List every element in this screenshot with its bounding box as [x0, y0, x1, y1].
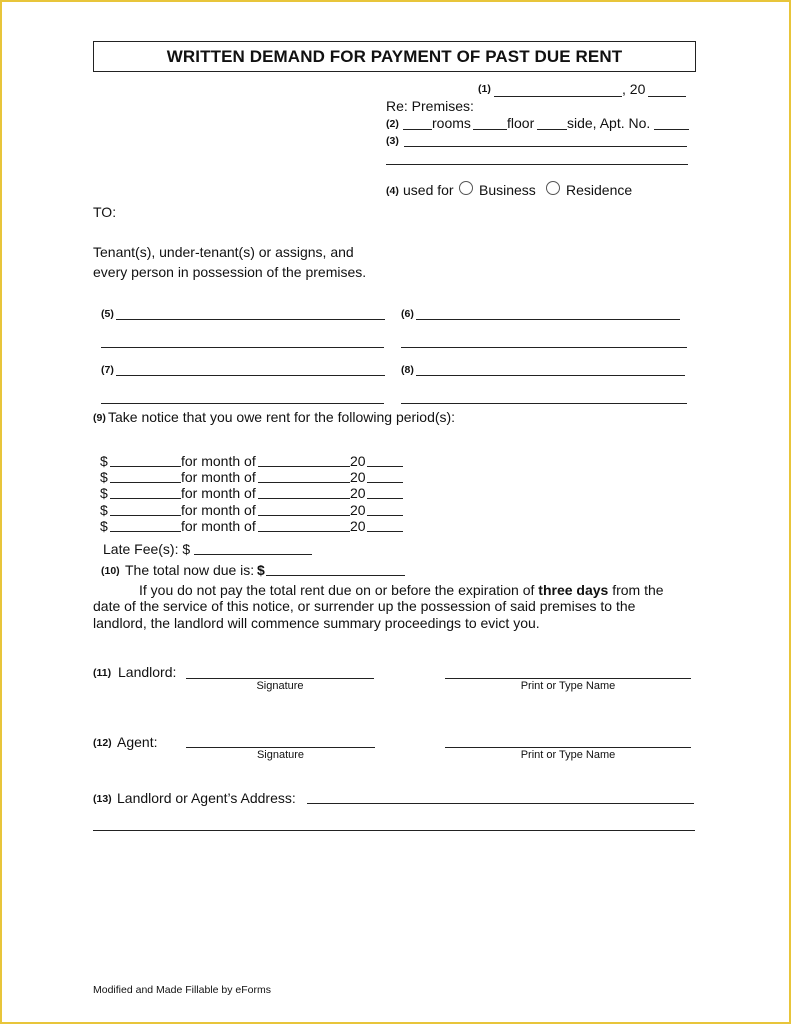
field-number-9: (9): [93, 412, 106, 424]
dollar-sign: $: [100, 485, 108, 501]
date-field[interactable]: [494, 82, 622, 97]
tenants-text-line1: Tenant(s), under-tenant(s) or assigns, and: [93, 244, 354, 260]
premises-label: Re: Premises:: [386, 98, 474, 114]
rent-month-field[interactable]: [258, 452, 350, 467]
field-number-10: (10): [101, 565, 120, 577]
for-month-label: for month of: [181, 469, 256, 485]
warning-line2: date of the service of this notice, or surrender up the possession of said premises to the: [93, 598, 636, 614]
warning-text-bold: three days: [538, 582, 609, 598]
rent-year-field[interactable]: [367, 452, 403, 467]
floor-label: floor: [507, 115, 535, 131]
for-month-label: for month of: [181, 485, 256, 501]
rent-amount-field[interactable]: [110, 517, 181, 532]
residence-label: Residence: [566, 182, 633, 198]
rent-amount-field[interactable]: [110, 501, 181, 516]
tenant-name-field-6[interactable]: [416, 305, 680, 320]
for-month-label: for month of: [181, 502, 256, 518]
agent-signature-field[interactable]: [186, 733, 375, 748]
side-field[interactable]: [537, 115, 567, 130]
tenant-name-field-5[interactable]: [116, 305, 385, 320]
tenant-name-field-8[interactable]: [416, 361, 685, 376]
business-label: Business: [479, 182, 536, 198]
landlord-label: Landlord:: [118, 664, 177, 680]
agent-label: Agent:: [117, 734, 158, 750]
rent-amount-field[interactable]: [110, 468, 181, 483]
warning-text-part1: If you do not pay the total rent due on or before the expiration of: [139, 582, 539, 598]
premises-address-field[interactable]: [404, 132, 687, 147]
year-label: 20: [350, 502, 366, 518]
footer-text: Modified and Made Fillable by eForms: [93, 984, 271, 996]
landlord-print-name-field[interactable]: [445, 664, 691, 679]
dollar-sign: $: [100, 518, 108, 534]
year-label: 20: [350, 469, 366, 485]
agent-signature-caption: Signature: [256, 749, 305, 761]
tenant-name-field-8-line2[interactable]: [401, 389, 687, 404]
address-field[interactable]: [307, 789, 694, 804]
tenant-name-field-6-line2[interactable]: [401, 333, 687, 348]
field-number-13: (13): [93, 793, 112, 805]
to-label: TO:: [93, 204, 117, 220]
year-prefix: , 20: [622, 81, 646, 97]
agent-print-name-field[interactable]: [445, 733, 691, 748]
total-due-field[interactable]: [266, 561, 405, 576]
side-apt-label: side, Apt. No.: [567, 115, 651, 131]
used-for-label: used for: [403, 182, 454, 198]
field-number-4: (4): [386, 185, 399, 197]
warning-line3: landlord, the landlord will commence summary proceedings to evict you.: [93, 615, 540, 631]
late-fee-field[interactable]: [194, 540, 312, 555]
tenant-name-field-5-line2[interactable]: [101, 333, 384, 348]
dollar-sign: $: [100, 453, 108, 469]
field-number-7: (7): [101, 364, 114, 376]
address-field-line2[interactable]: [93, 816, 695, 831]
address-label: Landlord or Agent’s Address:: [117, 790, 296, 806]
field-number-5: (5): [101, 308, 114, 320]
dollar-sign: $: [100, 469, 108, 485]
business-radio[interactable]: [459, 181, 473, 195]
residence-radio[interactable]: [546, 181, 560, 195]
field-number-6: (6): [401, 308, 414, 320]
warning-text-part2: from the: [608, 582, 664, 598]
rooms-label: rooms: [432, 115, 471, 131]
rent-amount-field[interactable]: [110, 452, 181, 467]
rent-year-field[interactable]: [367, 468, 403, 483]
rent-month-field[interactable]: [258, 484, 350, 499]
dollar-sign: $: [100, 502, 108, 518]
field-number-11: (11): [93, 667, 112, 679]
field-number-1: (1): [478, 83, 491, 95]
rent-year-field[interactable]: [367, 517, 403, 532]
field-number-2: (2): [386, 118, 399, 130]
rent-month-field[interactable]: [258, 517, 350, 532]
field-number-8: (8): [401, 364, 414, 376]
rent-year-field[interactable]: [367, 484, 403, 499]
late-fee-label: Late Fee(s): $: [103, 541, 191, 557]
field-number-3: (3): [386, 135, 399, 147]
total-label: The total now due is:: [125, 562, 255, 578]
rent-month-field[interactable]: [258, 468, 350, 483]
rooms-field[interactable]: [403, 115, 432, 130]
premises-address-field-line2[interactable]: [386, 150, 688, 165]
rent-year-field[interactable]: [367, 501, 403, 516]
apt-number-field[interactable]: [654, 115, 689, 130]
agent-print-name-caption: Print or Type Name: [520, 749, 616, 761]
year-label: 20: [350, 453, 366, 469]
tenant-name-field-7[interactable]: [116, 361, 385, 376]
notice-text: Take notice that you owe rent for the following period(s):: [108, 409, 456, 425]
year-label: 20: [350, 518, 366, 534]
for-month-label: for month of: [181, 518, 256, 534]
tenants-text-line2: every person in possession of the premises.: [93, 264, 367, 280]
document-title: [93, 41, 696, 72]
landlord-signature-caption: Signature: [256, 680, 304, 692]
landlord-print-name-caption: Print or Type Name: [520, 680, 616, 692]
tenant-name-field-7-line2[interactable]: [101, 389, 384, 404]
warning-line1: [139, 582, 664, 598]
rent-month-field[interactable]: [258, 501, 350, 516]
year-field[interactable]: [648, 82, 686, 97]
year-label: 20: [350, 485, 366, 501]
for-month-label: for month of: [181, 453, 256, 469]
field-number-12: (12): [93, 737, 112, 749]
floor-field[interactable]: [473, 115, 507, 130]
landlord-signature-field[interactable]: [186, 664, 374, 679]
rent-amount-field[interactable]: [110, 484, 181, 499]
total-dollar-sign: $: [257, 562, 265, 578]
document-title-text: WRITTEN DEMAND FOR PAYMENT OF PAST DUE RENT: [166, 46, 623, 66]
